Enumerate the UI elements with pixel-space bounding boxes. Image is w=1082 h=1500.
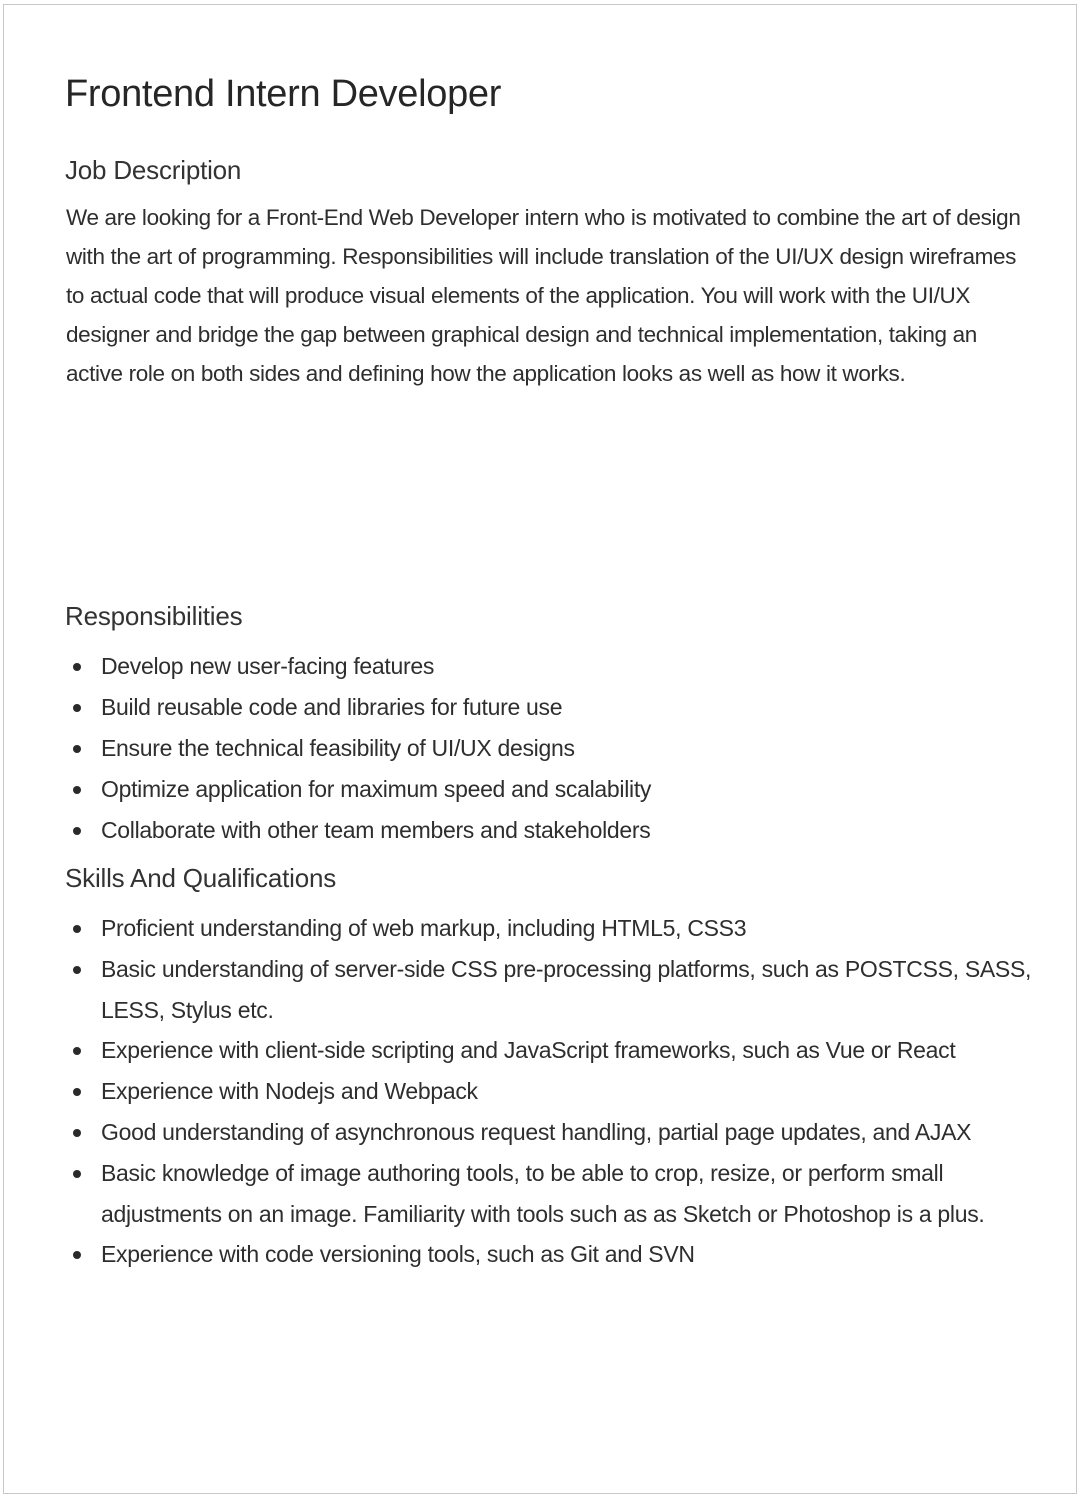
job-posting-card [3,4,1077,1494]
job-description-text: We are looking for a Front-End Web Developer intern who is motivated to combine the art of design with the art of programming. Responsibilities will include translation of the UI/UX design wireframes to actual code that will produce visual elements of the application. You will work with the UI/UX designer and bridge the gap between graphical design and technical implementation, taking an active role on both sides and defining how the application looks as well as how it works. [66,205,1021,386]
bullet-icon [73,1047,81,1055]
bullet-icon [73,704,81,712]
bullet-icon [73,1170,81,1178]
bullet-icon [73,966,81,974]
bullet-icon [73,1251,81,1259]
skill-text: Experience with client-side scripting and JavaScript frameworks, such as Vue or React [101,1037,956,1064]
skill-text: Basic understanding of server-side CSS pre-processing platforms, such as POSTCSS, SASS, LESS, Stylus etc. [101,955,1032,1023]
responsibility-text: Develop new user-facing features [101,653,435,679]
responsibility-text: Optimize application for maximum speed and scalability [101,776,652,802]
skills-heading: Skills And Qualifications [65,863,337,893]
skills-list [65,908,1055,1275]
skill-item [65,1071,1055,1112]
skill-item [65,1153,1055,1235]
job-title: Frontend Intern Developer [65,73,502,115]
responsibility-item [65,646,1055,687]
bullet-icon [73,745,81,753]
bullet-icon [73,663,81,671]
skill-item [65,908,1055,949]
skill-item [65,1234,1055,1275]
skill-text: Proficient understanding of web markup, including HTML5, CSS3 [101,915,747,941]
responsibility-text: Collaborate with other team members and stakeholders [101,817,651,843]
skill-text: Experience with code versioning tools, such as Git and SVN [101,1241,695,1268]
responsibility-item [65,769,1055,810]
bullet-icon [73,827,81,835]
bullet-icon [73,786,81,794]
responsibility-item [65,810,1055,851]
skill-item [65,1030,1055,1071]
skill-item [65,1112,1055,1153]
bullet-icon [73,1088,81,1096]
bullet-icon [73,1129,81,1137]
responsibilities-list [65,646,1055,851]
responsibilities-heading: Responsibilities [65,601,243,631]
skill-text: Experience with Nodejs and Webpack [101,1078,478,1105]
skill-text: Good understanding of asynchronous request handling, partial page updates, and AJAX [101,1118,972,1145]
responsibility-text: Build reusable code and libraries for future use [101,694,563,720]
skill-text: Basic knowledge of image authoring tools, to be able to crop, resize, or perform small adjustments on an image. Familiarity with tools such as as Sketch or Photoshop is a plus. [101,1159,985,1227]
responsibility-item [65,728,1055,769]
responsibility-item [65,687,1055,728]
bullet-icon [73,925,81,933]
responsibility-text: Ensure the technical feasibility of UI/UX designs [101,735,575,761]
skill-item [65,949,1055,1031]
job-description-heading: Job Description [65,155,242,185]
